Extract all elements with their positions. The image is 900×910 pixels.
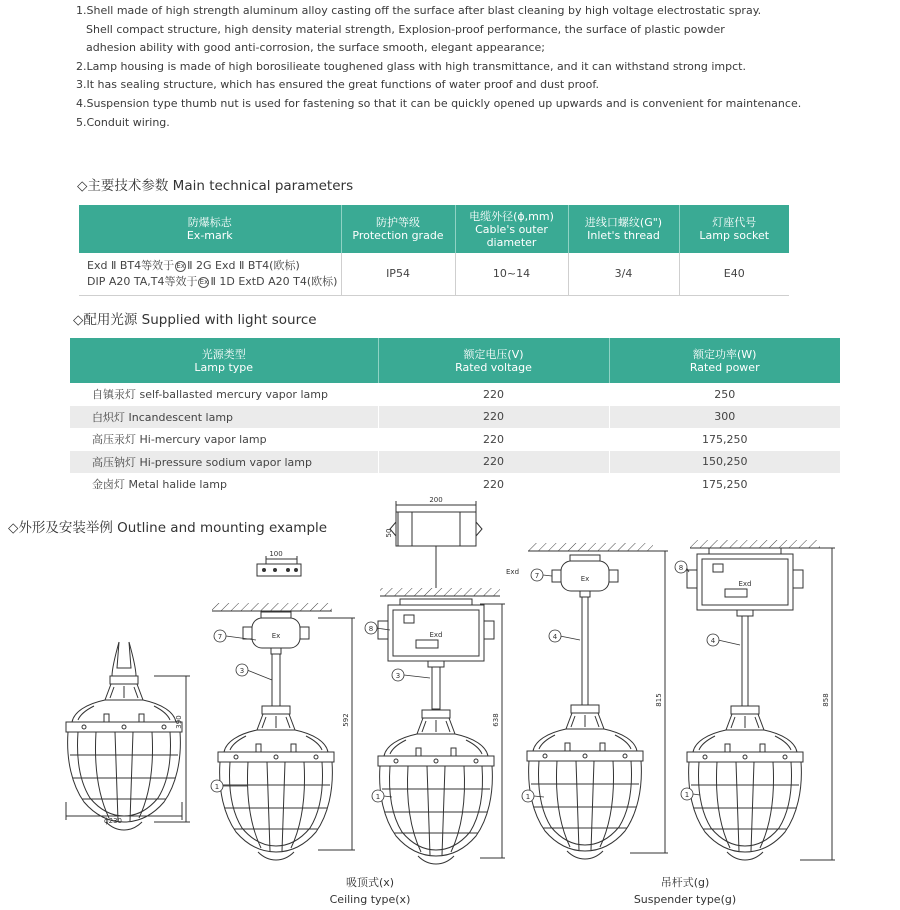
feature-1-cont-a: Shell compact structure, high density material strength, Explosion-proof performance, the surface of plastic powder — [86, 22, 725, 36]
ex-symbol-icon: Ex — [176, 261, 185, 270]
ex-label: Ex — [271, 632, 281, 640]
feature-1-cont-b: adhesion ability with good anti-corrosion, the surface smooth, elegant appearance; — [86, 41, 546, 55]
lamp-outline-drawing — [66, 642, 190, 830]
caption-ceiling: 吸顶式(x) Ceiling type(x) — [329, 876, 411, 906]
dim-390: 390 — [175, 715, 183, 729]
col-rated-voltage: 额定电压(V) Rated voltage — [378, 338, 609, 383]
callout-1: 1 — [214, 783, 220, 791]
lamp-ceiling-box-drawing — [375, 501, 505, 864]
dim-100: 100 — [269, 550, 283, 558]
light-source-heading: ◇配用光源 Supplied with light source — [73, 312, 317, 328]
table-row: 高压钠灯 Hi-pressure sodium vapor lamp 220 150,250 — [70, 451, 840, 474]
callout-3: 3 — [395, 672, 401, 680]
feature-3: 3.It has sealing structure, which has ensured the great functions of water proof and dust proof. — [76, 78, 599, 92]
callout-8: 8 — [678, 564, 684, 572]
callout-4: 4 — [552, 633, 558, 641]
col-lamp-type: 光源类型 Lamp type — [70, 338, 378, 383]
dim-230: ϕ230 — [104, 817, 122, 825]
dim-858: 858 — [822, 693, 830, 707]
callout-4: 4 — [710, 637, 716, 645]
col-thread: 进线口螺纹(G") Inlet's thread — [568, 205, 679, 253]
dim-638: 638 — [492, 713, 500, 727]
table-row: 白炽灯 Incandescent lamp 220 300 — [70, 406, 840, 429]
callout-7: 7 — [217, 633, 223, 641]
exd-label: Exd — [738, 580, 752, 588]
cell-socket: E40 — [679, 253, 789, 295]
dim-200: 200 — [429, 496, 443, 504]
dim-592: 592 — [342, 713, 350, 727]
table-row: 自镇汞灯 self-ballasted mercury vapor lamp 220 250 — [70, 383, 840, 406]
table-row: 金卤灯 Metal halide lamp 220 175,250 — [70, 473, 840, 496]
cell-cable: 10~14 — [455, 253, 568, 295]
cell-ex-mark: Exd Ⅱ BT4等效于 Ex Ⅱ 2G Exd Ⅱ BT4(欧标) DIP A20 TA,T4等效于 Ex Ⅱ 1D ExtD A20 T4(欧标) — [79, 253, 341, 295]
cell-protection: IP54 — [341, 253, 455, 295]
callout-8: 8 — [368, 625, 374, 633]
col-socket: 灯座代号 Lamp socket — [679, 205, 789, 253]
callout-1: 1 — [375, 793, 381, 801]
table-row: 高压汞灯 Hi-mercury vapor lamp 220 175,250 — [70, 428, 840, 451]
col-ex-mark: 防爆标志 Ex-mark — [79, 205, 341, 253]
callout-1: 1 — [525, 793, 531, 801]
lamp-suspender-drawing — [527, 543, 668, 859]
dim-50: 50 — [385, 528, 393, 538]
col-cable: 电缆外径(ϕ,mm) Cable's outer diameter — [455, 205, 568, 253]
callout-7: 7 — [534, 572, 540, 580]
cell-thread: 3/4 — [568, 253, 679, 295]
ex-label: Ex — [580, 575, 590, 583]
feature-4: 4.Suspension type thumb nut is used for fastening so that it can be quickly opened up upwards and is convenient for maintenance. — [76, 96, 802, 110]
tech-params-heading: ◇主要技术参数 Main technical parameters — [77, 178, 354, 194]
feature-5: 5.Conduit wiring. — [76, 115, 170, 129]
feature-2: 2.Lamp housing is made of high borosilieate toughened glass with high transmittance, and it can withstand strong impct. — [76, 59, 746, 73]
outline-heading: ◇外形及安装举例 Outline and mounting example — [8, 520, 328, 536]
col-rated-power: 额定功率(W) Rated power — [609, 338, 840, 383]
lamp-ceiling-drawing — [212, 556, 355, 860]
feature-1: 1.Shell made of high strength aluminum alloy casting off the surface after blast cleaning by high voltage electrostatic spray. — [76, 4, 762, 17]
caption-suspender: 吊杆式(g) Suspender type(g) — [633, 876, 737, 906]
exd-label: Exd — [429, 631, 443, 639]
callout-1: 1 — [684, 791, 690, 799]
ex-symbol-icon: Ex — [199, 277, 209, 286]
lamp-suspender-box-drawing — [684, 540, 835, 860]
col-protection: 防护等级 Protection grade — [341, 205, 455, 253]
exd-label: Exd — [506, 568, 520, 576]
callout-3: 3 — [239, 667, 245, 675]
dim-815: 815 — [655, 693, 663, 707]
